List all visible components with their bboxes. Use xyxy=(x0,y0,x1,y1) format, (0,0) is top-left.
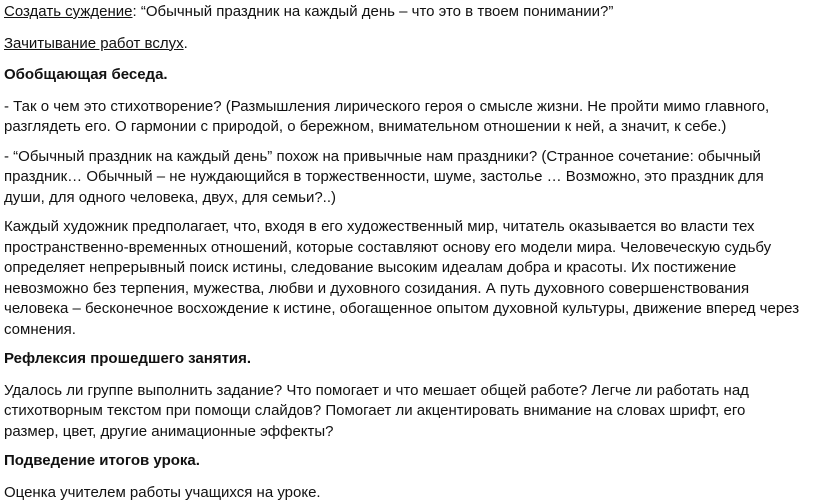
reading-period: . xyxy=(184,35,188,52)
reflection-heading: Рефлексия прошедшего занятия. xyxy=(4,349,804,370)
reading-paragraph xyxy=(4,34,804,55)
create-judgment-link[interactable]: Создать суждение xyxy=(4,3,132,20)
summary-heading: Подведение итогов урока. xyxy=(4,451,804,472)
reflection-paragraph: Удалось ли группе выполнить задание? Что помогает и что мешает общей работе? Легче ли работать над стихотворным текстом при помощи слайдов? Помогает ли акцентировать внимание на словах шрифт, его размер, цвет, другие анимационные эффекты? xyxy=(4,381,804,443)
summary-paragraph: Оценка учителем работы учащихся на уроке. xyxy=(4,483,804,503)
task-question: : “Обычный праздник на каждый день – что это в твоем понимании?” xyxy=(132,3,613,20)
question-one: - Так о чем это стихотворение? (Размышления лирического героя о смысле жизни. Не пройти мимо главного, разглядеть его. О гармонии с природой, о бережном, внимательном отношении к ней, а значит, к себе.) xyxy=(4,97,804,138)
discussion-heading: Обобщающая беседа. xyxy=(4,65,804,86)
artist-paragraph: Каждый художник предполагает, что, входя в его художественный мир, читатель оказывается во власти тех пространственно-временных отношений, которые составляют основу его модели мира. Человеческую судьбу определяет непрерывный поиск истины, следование высоким идеалам добра и красоты. Их постижение невозможно без терпения, мужества, любви и духовного созидания. А путь духовного совершенствования человека – бесконечное восхождение к истине, обогащенное опытом духовной культуры, движение вперед через сомнения. xyxy=(4,217,804,340)
question-two: - “Обычный праздник на каждый день” похож на привычные нам праздники? (Странное сочетание: обычный праздник… Обычный – не нуждающийся в торжественности, шуме, застолье … Возможно, это праздник для души, для одного человека, двух, для семьи?..) xyxy=(4,147,804,209)
task-paragraph xyxy=(4,2,804,23)
reading-aloud-link[interactable]: Зачитывание работ вслух xyxy=(4,35,184,52)
